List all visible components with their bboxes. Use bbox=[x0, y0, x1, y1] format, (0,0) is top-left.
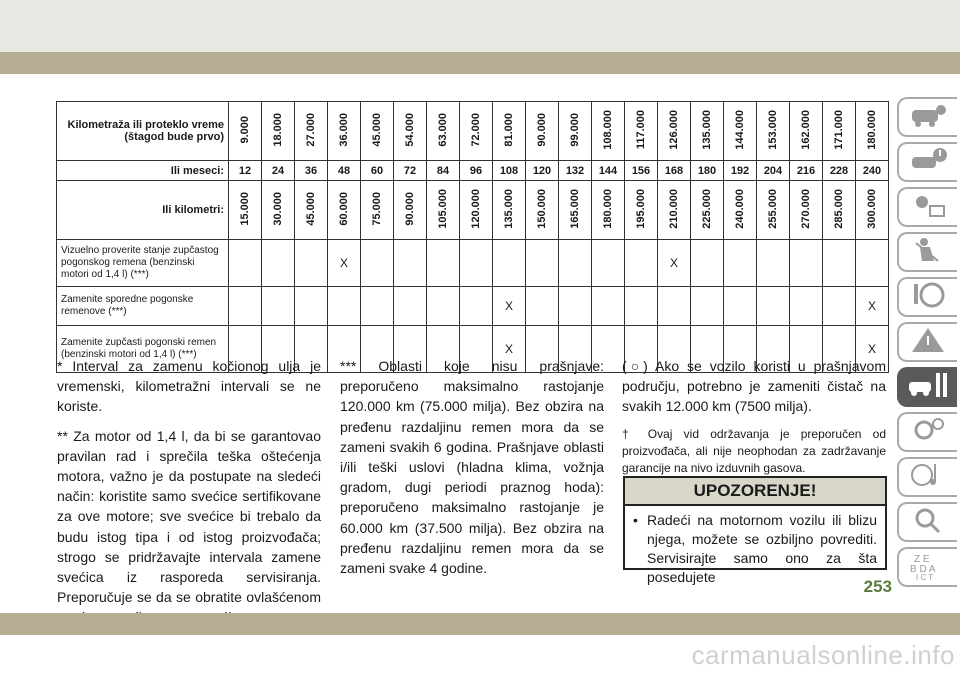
km-alt-value: 240.000 bbox=[734, 188, 746, 229]
km-alt-col bbox=[856, 181, 889, 240]
task-mark bbox=[361, 240, 394, 287]
footnote-warranty: † Ovaj vid održavanja je preporučen od proizvođača, ali nije neophodan za zadržavanje garancije na nivo izduvnih gasova. bbox=[622, 426, 886, 475]
task-mark bbox=[823, 240, 856, 287]
task-mark bbox=[691, 240, 724, 287]
km-col-header bbox=[427, 102, 460, 161]
task-mark bbox=[625, 287, 658, 326]
task-mark bbox=[427, 240, 460, 287]
task-mark bbox=[229, 287, 262, 326]
month-value: 228 bbox=[823, 161, 856, 181]
month-value: 216 bbox=[790, 161, 823, 181]
task-mark bbox=[262, 240, 295, 287]
km-col-header bbox=[757, 102, 790, 161]
task-row bbox=[57, 240, 889, 287]
task-mark bbox=[823, 287, 856, 326]
top-stripe bbox=[0, 52, 960, 74]
km-col-header bbox=[790, 102, 823, 161]
km-alt-col bbox=[559, 181, 592, 240]
task-mark bbox=[592, 240, 625, 287]
task-mark bbox=[262, 287, 295, 326]
km-alt-value: 300.000 bbox=[866, 188, 878, 229]
month-value: 36 bbox=[295, 161, 328, 181]
task-mark bbox=[229, 240, 262, 287]
km-alt-value: 210.000 bbox=[668, 188, 680, 229]
km-alt-col bbox=[823, 181, 856, 240]
km-alt-value: 120.000 bbox=[470, 188, 482, 229]
task-mark bbox=[361, 287, 394, 326]
km-alt-value: 15.000 bbox=[239, 191, 251, 226]
km-value: 180.000 bbox=[866, 109, 878, 150]
km-value: 126.000 bbox=[668, 109, 680, 150]
km-col-header bbox=[229, 102, 262, 161]
month-value: 120 bbox=[526, 161, 559, 181]
task-mark bbox=[790, 287, 823, 326]
task-description: Zamenite sporedne pogonske remenove (***) bbox=[57, 287, 229, 326]
km-alt-row bbox=[57, 181, 889, 240]
footnote-column-3 bbox=[622, 356, 886, 486]
month-value: 84 bbox=[427, 161, 460, 181]
task-mark bbox=[559, 240, 592, 287]
footnote-spark-plugs: ** Za motor od 1,4 l, da bi se garantovao pravilan rad i sprečila teška oštećenja motora, važno je da postupate na sledeći način: koristite samo svećice sertifikovane za ove motore; sve svećice bi trebalo da budu istog tipa i od istog proizvođača; strogo se pridržavajte intervala zamene svećica iz rasporeda servisiranja. Preporučuje se da se obratite ovlašćenom bbox=[57, 427, 321, 606]
km-alt-col bbox=[229, 181, 262, 240]
km-alt-col bbox=[625, 181, 658, 240]
task-mark bbox=[460, 240, 493, 287]
km-value: 18.000 bbox=[272, 112, 284, 147]
task-mark bbox=[295, 287, 328, 326]
months-label: Ili meseci: bbox=[57, 161, 229, 181]
search-icon bbox=[908, 505, 948, 540]
km-alt-col bbox=[460, 181, 493, 240]
task-mark bbox=[394, 287, 427, 326]
task-mark bbox=[757, 240, 790, 287]
month-value: 156 bbox=[625, 161, 658, 181]
km-col-header bbox=[625, 102, 658, 161]
km-value: 144.000 bbox=[734, 109, 746, 150]
chapter-tabs bbox=[891, 97, 960, 592]
km-value: 27.000 bbox=[305, 112, 317, 147]
chapter-tab[interactable] bbox=[897, 277, 957, 317]
km-alt-col bbox=[757, 181, 790, 240]
km-alt-col bbox=[658, 181, 691, 240]
warning-text: Radeći na motornom vozilu ili blizu njega, možete se ozbiljno povrediti. Servisirajte samo ono za šta posedujete bbox=[647, 512, 877, 585]
task-mark bbox=[328, 287, 361, 326]
km-alt-value: 165.000 bbox=[569, 188, 581, 229]
month-value: 192 bbox=[724, 161, 757, 181]
month-value: 12 bbox=[229, 161, 262, 181]
km-alt-value: 90.000 bbox=[404, 191, 416, 226]
km-col-header bbox=[262, 102, 295, 161]
km-value: 45.000 bbox=[371, 112, 383, 147]
chapter-tab[interactable] bbox=[897, 547, 957, 587]
km-alt-col bbox=[328, 181, 361, 240]
bottom-stripe bbox=[0, 613, 960, 635]
km-alt-value: 60.000 bbox=[338, 191, 350, 226]
airbag-seat-icon bbox=[908, 235, 948, 270]
km-alt-value: 105.000 bbox=[437, 188, 449, 229]
km-alt-col bbox=[724, 181, 757, 240]
km-alt-col bbox=[790, 181, 823, 240]
km-value: 162.000 bbox=[800, 109, 812, 150]
maintenance-table bbox=[56, 101, 889, 373]
km-col-header bbox=[823, 102, 856, 161]
footnote-dust-areas: *** Oblasti koje nisu prašnjave: preporučeno maksimalno rastojanje 120.000 km (75.000 milja). Bez obzira na pređenu razdaljinu remen mora da se zameni svakih 6 godina. Prašnjave oblasti i/ili teški uslovi (hladna klima, vožnja gradom, dugi periodi praznog hoda): preporučeno maksimalno rastojanje je 60.000 km (37.500 milja). Bez obzira na pređenu razdaljinu remen mora da se zameni svake 4 godine. bbox=[340, 358, 604, 577]
chapter-tab[interactable] bbox=[897, 502, 957, 542]
task-description: Vizuelno proverite stanje zupčastog pogonskog remena (benzinski motori od 1,4 l) (***) bbox=[57, 240, 229, 287]
km-alt-col bbox=[427, 181, 460, 240]
km-alt-value: 45.000 bbox=[305, 191, 317, 226]
warning-title: UPOZORENJE! bbox=[625, 478, 885, 506]
warning-box bbox=[623, 476, 887, 585]
km-alt-value: 285.000 bbox=[833, 188, 845, 229]
footnote-air-cleaner: (○) Ako se vozilo koristi u prašnjavom području, potrebno je zameniti čistač na svakih 12.000 km (7500 milja). bbox=[622, 358, 886, 415]
km-alt-col bbox=[295, 181, 328, 240]
km-alt-col bbox=[592, 181, 625, 240]
steering-wheel-icon bbox=[908, 280, 948, 315]
task-mark bbox=[295, 240, 328, 287]
km-alt-value: 180.000 bbox=[602, 188, 614, 229]
km-alt-value: 270.000 bbox=[800, 188, 812, 229]
km-alt-col bbox=[262, 181, 295, 240]
task-mark bbox=[592, 287, 625, 326]
month-value: 108 bbox=[493, 161, 526, 181]
task-mark: X bbox=[856, 326, 889, 373]
chapter-tab[interactable] bbox=[897, 142, 957, 182]
task-mark: X bbox=[856, 287, 889, 326]
km-col-header bbox=[592, 102, 625, 161]
alphabet-index-icon bbox=[908, 550, 948, 585]
km-alt-value: 75.000 bbox=[371, 191, 383, 226]
km-col-header bbox=[856, 102, 889, 161]
task-mark bbox=[856, 240, 889, 287]
task-mark bbox=[790, 240, 823, 287]
km-alt-col bbox=[526, 181, 559, 240]
task-mark bbox=[427, 287, 460, 326]
km-alt-col bbox=[394, 181, 427, 240]
task-mark: X bbox=[493, 326, 526, 373]
page-number: 253 bbox=[863, 577, 892, 596]
chapter-tab[interactable] bbox=[897, 412, 957, 452]
month-value: 24 bbox=[262, 161, 295, 181]
km-alt-value: 195.000 bbox=[635, 188, 647, 229]
km-col-header bbox=[493, 102, 526, 161]
top-band bbox=[0, 0, 960, 52]
km-value: 54.000 bbox=[404, 112, 416, 147]
km-value: 36.000 bbox=[338, 112, 350, 147]
footnote-brake-fluid: * Interval za zamenu kočionog ulja je vremenski, kilometražni intervali se ne koriste. bbox=[57, 358, 321, 415]
task-row bbox=[57, 287, 889, 326]
service-wrench-icon bbox=[906, 370, 950, 405]
car-info-icon bbox=[908, 100, 948, 135]
km-col-header bbox=[526, 102, 559, 161]
km-alt-value: 225.000 bbox=[701, 188, 713, 229]
km-alt-col bbox=[361, 181, 394, 240]
km-alt-col bbox=[493, 181, 526, 240]
km-col-header bbox=[295, 102, 328, 161]
task-description: Zamenite zupčasti pogonski remen (benzinski motori od 1,4 l) (***) bbox=[57, 326, 229, 373]
task-mark: X bbox=[658, 240, 691, 287]
km-alt-col bbox=[691, 181, 724, 240]
month-value: 132 bbox=[559, 161, 592, 181]
chapter-tab[interactable] bbox=[897, 367, 957, 407]
month-value: 96 bbox=[460, 161, 493, 181]
month-value: 168 bbox=[658, 161, 691, 181]
task-mark bbox=[724, 240, 757, 287]
km-col-header bbox=[658, 102, 691, 161]
km-col-header bbox=[328, 102, 361, 161]
task-mark bbox=[625, 240, 658, 287]
km-col-header bbox=[460, 102, 493, 161]
chapter-tab[interactable] bbox=[897, 322, 957, 362]
task-mark bbox=[559, 287, 592, 326]
km-value: 9.000 bbox=[239, 115, 251, 144]
task-mark bbox=[691, 287, 724, 326]
chapter-tab[interactable] bbox=[897, 232, 957, 272]
chapter-tab[interactable] bbox=[897, 187, 957, 227]
svg-text:B D A: B D A bbox=[910, 563, 936, 575]
km-value: 117.000 bbox=[635, 109, 647, 150]
km-alt-value: 255.000 bbox=[767, 188, 779, 229]
km-alt-value: 135.000 bbox=[503, 188, 515, 229]
road-warning-icon bbox=[908, 325, 948, 360]
task-mark bbox=[460, 287, 493, 326]
task-mark bbox=[757, 287, 790, 326]
task-mark bbox=[394, 240, 427, 287]
km-alt-value: 150.000 bbox=[536, 188, 548, 229]
month-value: 180 bbox=[691, 161, 724, 181]
music-nav-icon bbox=[908, 460, 948, 495]
km-value: 63.000 bbox=[437, 112, 449, 147]
chapter-tab[interactable] bbox=[897, 97, 957, 137]
km-col-header bbox=[394, 102, 427, 161]
km-alt-value: 30.000 bbox=[272, 191, 284, 226]
km-value: 90.000 bbox=[536, 112, 548, 147]
month-value: 204 bbox=[757, 161, 790, 181]
months-row bbox=[57, 161, 889, 181]
warning-body bbox=[625, 506, 885, 587]
chapter-tab[interactable] bbox=[897, 457, 957, 497]
task-mark bbox=[493, 240, 526, 287]
month-value: 60 bbox=[361, 161, 394, 181]
task-mark: X bbox=[328, 240, 361, 287]
month-value: 240 bbox=[856, 161, 889, 181]
dashboard-light-icon bbox=[908, 190, 948, 225]
month-value: 72 bbox=[394, 161, 427, 181]
km-value: 81.000 bbox=[503, 112, 515, 147]
km-value: 99.000 bbox=[569, 112, 581, 147]
month-value: 144 bbox=[592, 161, 625, 181]
km-value: 108.000 bbox=[602, 109, 614, 150]
task-mark bbox=[658, 287, 691, 326]
km-col-header bbox=[724, 102, 757, 161]
task-mark: X bbox=[493, 287, 526, 326]
watermark: carmanualsonline.info bbox=[691, 640, 955, 670]
km-header-row bbox=[57, 102, 889, 161]
month-value: 48 bbox=[328, 161, 361, 181]
km-value: 171.000 bbox=[833, 109, 845, 150]
km-col-header bbox=[361, 102, 394, 161]
km-col-header bbox=[559, 102, 592, 161]
svg-text:Z E: Z E bbox=[914, 553, 930, 565]
settings-gear-icon bbox=[908, 415, 948, 450]
km-value: 72.000 bbox=[470, 112, 482, 147]
km-alt-label: Ili kilometri: bbox=[57, 181, 229, 240]
km-value: 153.000 bbox=[767, 109, 779, 150]
svg-text:I C T: I C T bbox=[916, 572, 934, 580]
footnote-column-1 bbox=[57, 356, 321, 637]
task-mark bbox=[526, 240, 559, 287]
km-header-label: Kilometraža ili proteklo vreme (štagod bude prvo) bbox=[57, 102, 229, 161]
footnote-column-2 bbox=[340, 356, 604, 587]
km-col-header bbox=[691, 102, 724, 161]
warning-bullet: • bbox=[633, 512, 638, 528]
task-mark bbox=[526, 287, 559, 326]
task-mark bbox=[724, 287, 757, 326]
km-value: 135.000 bbox=[701, 109, 713, 150]
car-warning-icon bbox=[908, 145, 948, 180]
